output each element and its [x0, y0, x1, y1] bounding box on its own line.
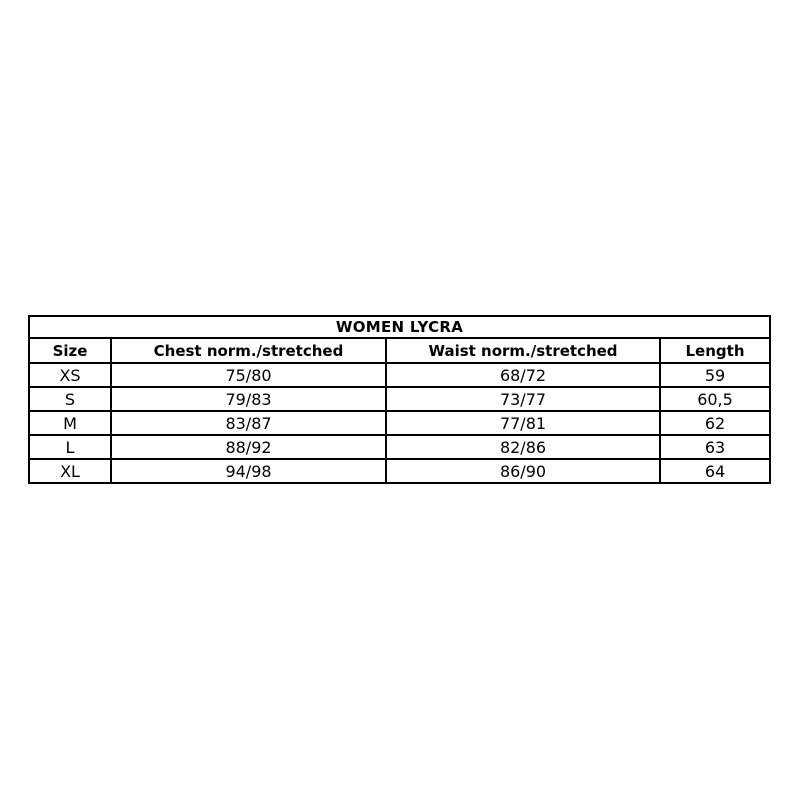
chest-cell: 75/80 — [111, 363, 386, 387]
table-row-s — [29, 387, 770, 411]
table-title: WOMEN LYCRA — [29, 316, 770, 338]
waist-cell: 68/72 — [386, 363, 660, 387]
length-cell: 59 — [660, 363, 770, 387]
size-cell: XS — [29, 363, 111, 387]
length-cell: 60,5 — [660, 387, 770, 411]
size-chart-table — [28, 315, 771, 484]
waist-cell: 82/86 — [386, 435, 660, 459]
size-cell: S — [29, 387, 111, 411]
length-cell: 63 — [660, 435, 770, 459]
table-row-m — [29, 411, 770, 435]
table-row-xl — [29, 459, 770, 483]
waist-cell: 73/77 — [386, 387, 660, 411]
table-row-l — [29, 435, 770, 459]
chest-cell: 94/98 — [111, 459, 386, 483]
column-header-length: Length — [660, 338, 770, 363]
size-cell: L — [29, 435, 111, 459]
length-cell: 64 — [660, 459, 770, 483]
column-header-size: Size — [29, 338, 111, 363]
size-cell: XL — [29, 459, 111, 483]
header-row — [29, 338, 770, 363]
size-cell: M — [29, 411, 111, 435]
column-header-waist: Waist norm./stretched — [386, 338, 660, 363]
table-row-xs — [29, 363, 770, 387]
chest-cell: 88/92 — [111, 435, 386, 459]
chest-cell: 79/83 — [111, 387, 386, 411]
length-cell: 62 — [660, 411, 770, 435]
column-header-chest: Chest norm./stretched — [111, 338, 386, 363]
waist-cell: 77/81 — [386, 411, 660, 435]
title-row — [29, 316, 770, 338]
waist-cell: 86/90 — [386, 459, 660, 483]
chest-cell: 83/87 — [111, 411, 386, 435]
